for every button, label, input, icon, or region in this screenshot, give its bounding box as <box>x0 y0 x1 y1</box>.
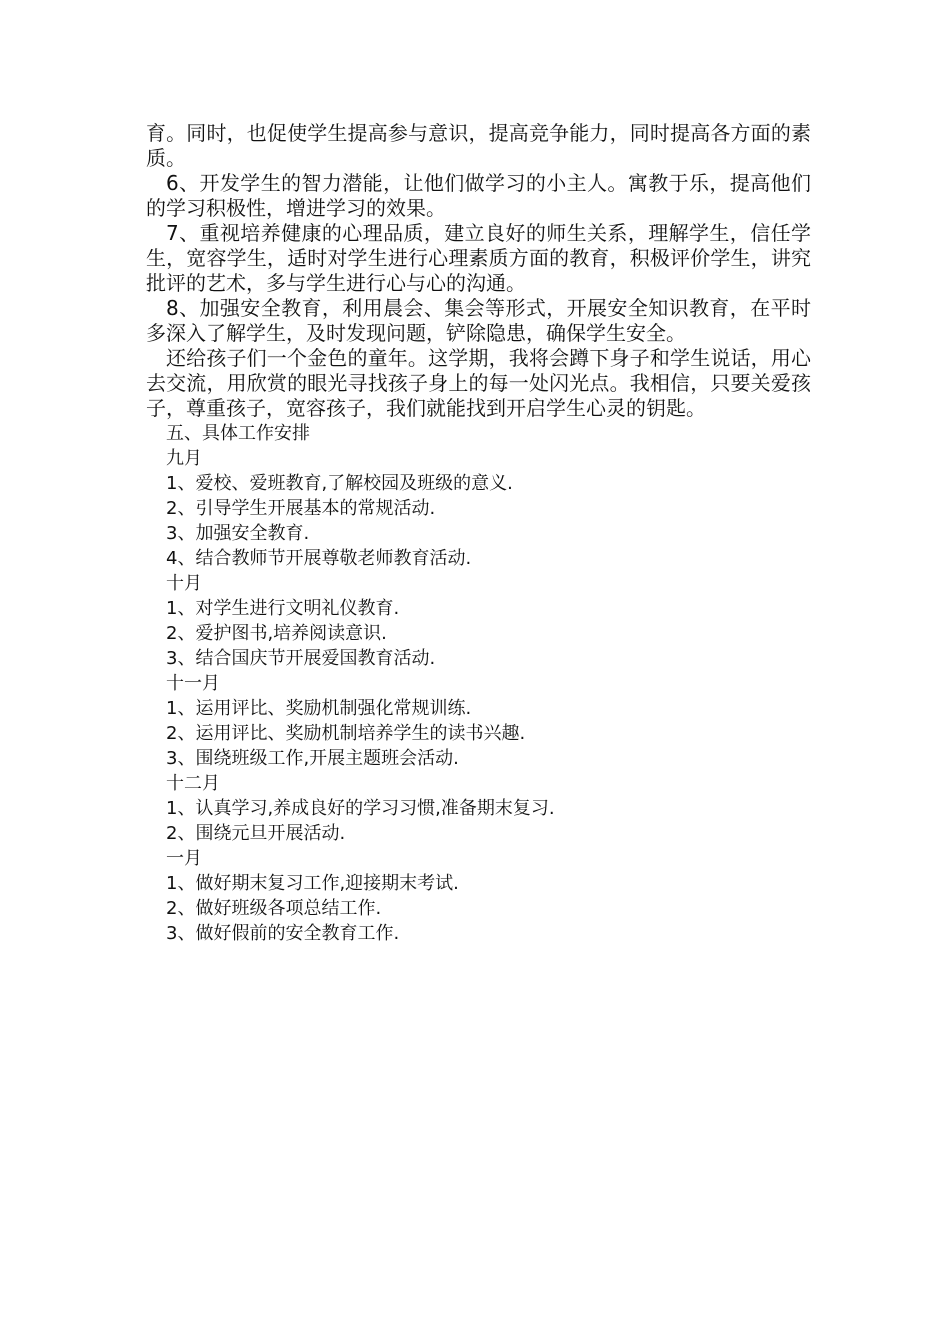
list-item: 3、加强安全教育. <box>166 523 310 544</box>
list-item: 4、结合教师节开展尊敬老师教育活动. <box>166 548 472 569</box>
list-item: 2、引导学生开展基本的常规活动. <box>166 498 436 519</box>
document-body <box>146 121 811 946</box>
section-heading: 五、具体工作安排 <box>166 423 310 444</box>
paragraph-item-6: 6、开发学生的智力潜能，让他们做学习的小主人。寓教于乐，提高他们的学习积极性，增进学习的效果。 <box>146 171 811 220</box>
list-item: 3、结合国庆节开展爱国教育活动. <box>166 648 436 669</box>
list-item: 2、做好班级各项总结工作. <box>166 898 382 919</box>
paragraph-item-7: 7、重视培养健康的心理品质，建立良好的师生关系，理解学生，信任学生，宽容学生，适时对学生进行心理素质方面的教育，积极评价学生，讲究批评的艺术，多与学生进行心与心的沟通。 <box>146 221 811 295</box>
list-item: 3、围绕班级工作,开展主题班会活动. <box>166 748 459 769</box>
month-heading-november: 十一月 <box>166 673 220 694</box>
paragraph-closing: 还给孩子们一个金色的童年。这学期，我将会蹲下身子和学生说话，用心去交流，用欣赏的眼光寻找孩子身上的每一处闪光点。我相信，只要关爱孩子，尊重孩子，宽容孩子，我们就能找到开启学生心灵的钥匙。 <box>146 346 811 420</box>
list-item: 1、对学生进行文明礼仪教育. <box>166 598 400 619</box>
month-heading-september: 九月 <box>166 448 202 469</box>
list-item: 3、做好假前的安全教育工作. <box>166 923 400 944</box>
paragraph-continuation: 育。同时，也促使学生提高参与意识，提高竞争能力，同时提高各方面的素质。 <box>146 121 811 170</box>
month-heading-december: 十二月 <box>166 773 220 794</box>
list-item: 2、围绕元旦开展活动. <box>166 823 346 844</box>
list-item: 2、运用评比、奖励机制培养学生的读书兴趣. <box>166 723 526 744</box>
list-item: 1、认真学习,养成良好的学习习惯,准备期末复习. <box>166 798 555 819</box>
list-item: 1、运用评比、奖励机制强化常规训练. <box>166 698 472 719</box>
list-item: 1、做好期末复习工作,迎接期末考试. <box>166 873 459 894</box>
month-heading-october: 十月 <box>166 573 202 594</box>
list-item: 1、爱校、爱班教育,了解校园及班级的意义. <box>166 473 513 494</box>
month-heading-january: 一月 <box>166 848 202 869</box>
paragraph-item-8: 8、加强安全教育，利用晨会、集会等形式，开展安全知识教育，在平时多深入了解学生，及时发现问题，铲除隐患，确保学生安全。 <box>146 296 811 345</box>
list-item: 2、爱护图书,培养阅读意识. <box>166 623 387 644</box>
